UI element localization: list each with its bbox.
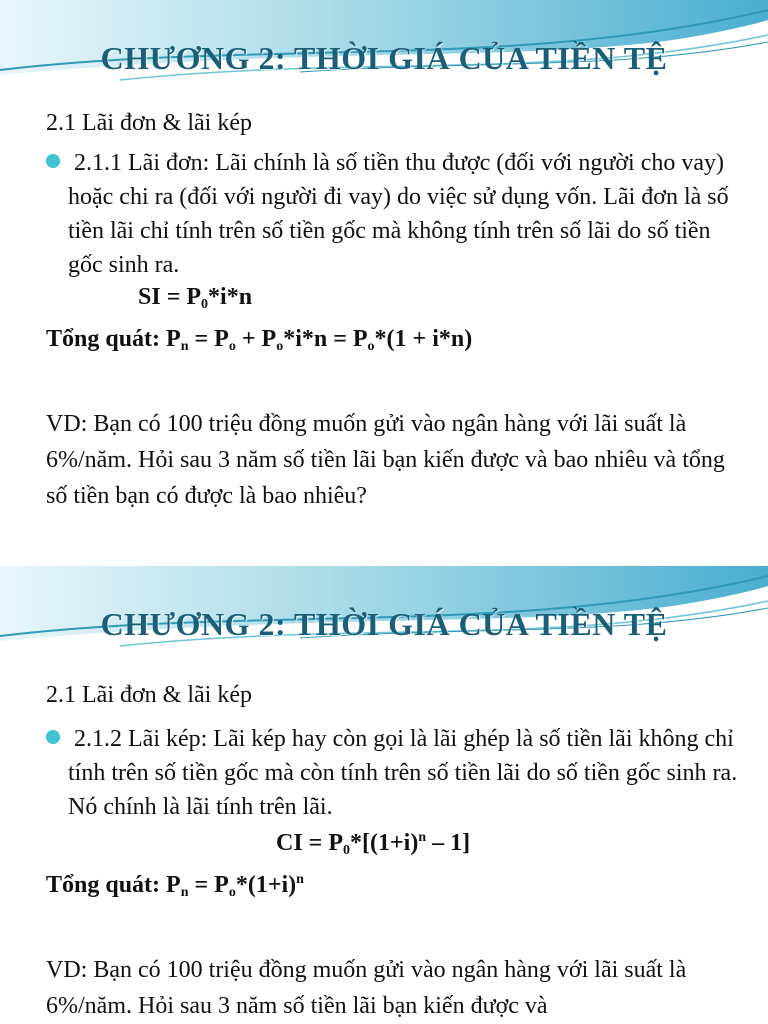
slide-title: CHƯƠNG 2: THỜI GIÁ CỦA TIỀN TỆ <box>100 606 668 642</box>
slide-title: CHƯƠNG 2: THỜI GIÁ CỦA TIỀN TỆ <box>100 40 668 76</box>
formula-rhs: *i*n <box>208 284 253 310</box>
sub-o: o <box>228 339 236 354</box>
bullet-item <box>46 146 736 286</box>
bullet-dot-icon <box>46 730 60 744</box>
sub-o: o <box>367 339 375 354</box>
general-label: Tổng quát: P <box>46 326 181 352</box>
formula-sub: 0 <box>343 843 351 858</box>
compound-interest-formula <box>276 830 470 859</box>
formula-lhs: CI = P <box>276 830 344 856</box>
example-text: VD: Bạn có 100 triệu đồng muốn gửi vào ngân hàng với lãi suất là 6%/năm. Hỏi sau 3 năm số tiền lãi bạn kiến được và bao nhiêu và tổng số tiền bạn có được là bao nhiêu? <box>46 411 725 509</box>
bullet-text: 2.1.2 Lãi kép: Lãi kép hay còn gọi là lãi ghép là số tiền lãi không chỉ tính trên số tiền gốc mà còn tính trên số tiền lãi do số tiền gốc sinh ra. Nó chính là lãi tính trên lãi. <box>68 726 738 820</box>
section-heading: 2.1 Lãi đơn & lãi kép <box>46 110 252 136</box>
formula-end: – 1] <box>426 830 471 856</box>
end-part: *(1+i) <box>235 872 297 898</box>
formula-sup: n <box>418 830 427 845</box>
sub-o: o <box>276 339 284 354</box>
sub-n: n <box>180 885 189 900</box>
sub-o: o <box>228 885 236 900</box>
end-part: *(1 + i*n) <box>374 326 473 352</box>
eq-part: = P <box>188 872 229 898</box>
sup-n: n <box>296 872 304 887</box>
general-formula <box>46 326 472 355</box>
formula-sub: 0 <box>201 297 209 312</box>
formula-mid: *[(1+i) <box>350 830 419 856</box>
bullet-dot-icon <box>46 154 60 168</box>
formula-lhs: SI = P <box>138 284 202 310</box>
slide-2 <box>0 566 768 1024</box>
eq-part: = P <box>188 326 229 352</box>
simple-interest-formula <box>138 284 252 313</box>
bullet-text: 2.1.1 Lãi đơn: Lãi chính là số tiền thu được (đối với người cho vay) hoặc chi ra (đối với người đi vay) do việc sử dụng vốn. Lãi đơn là số tiền lãi chỉ tính trên số tiền gốc mà không tính trên số lãi do số tiền gốc sinh ra. <box>68 150 729 278</box>
plus-part: + P <box>235 326 277 352</box>
bullet-item <box>46 722 736 832</box>
general-label: Tổng quát: P <box>46 872 181 898</box>
general-formula <box>46 872 304 901</box>
example-text: VD: Bạn có 100 triệu đồng muốn gửi vào ngân hàng với lãi suất là 6%/năm. Hỏi sau 3 năm số tiền lãi bạn kiến được và <box>46 957 687 1019</box>
sub-n: n <box>180 339 189 354</box>
section-heading: 2.1 Lãi đơn & lãi kép <box>46 682 252 708</box>
mid-part: *i*n = P <box>283 326 368 352</box>
